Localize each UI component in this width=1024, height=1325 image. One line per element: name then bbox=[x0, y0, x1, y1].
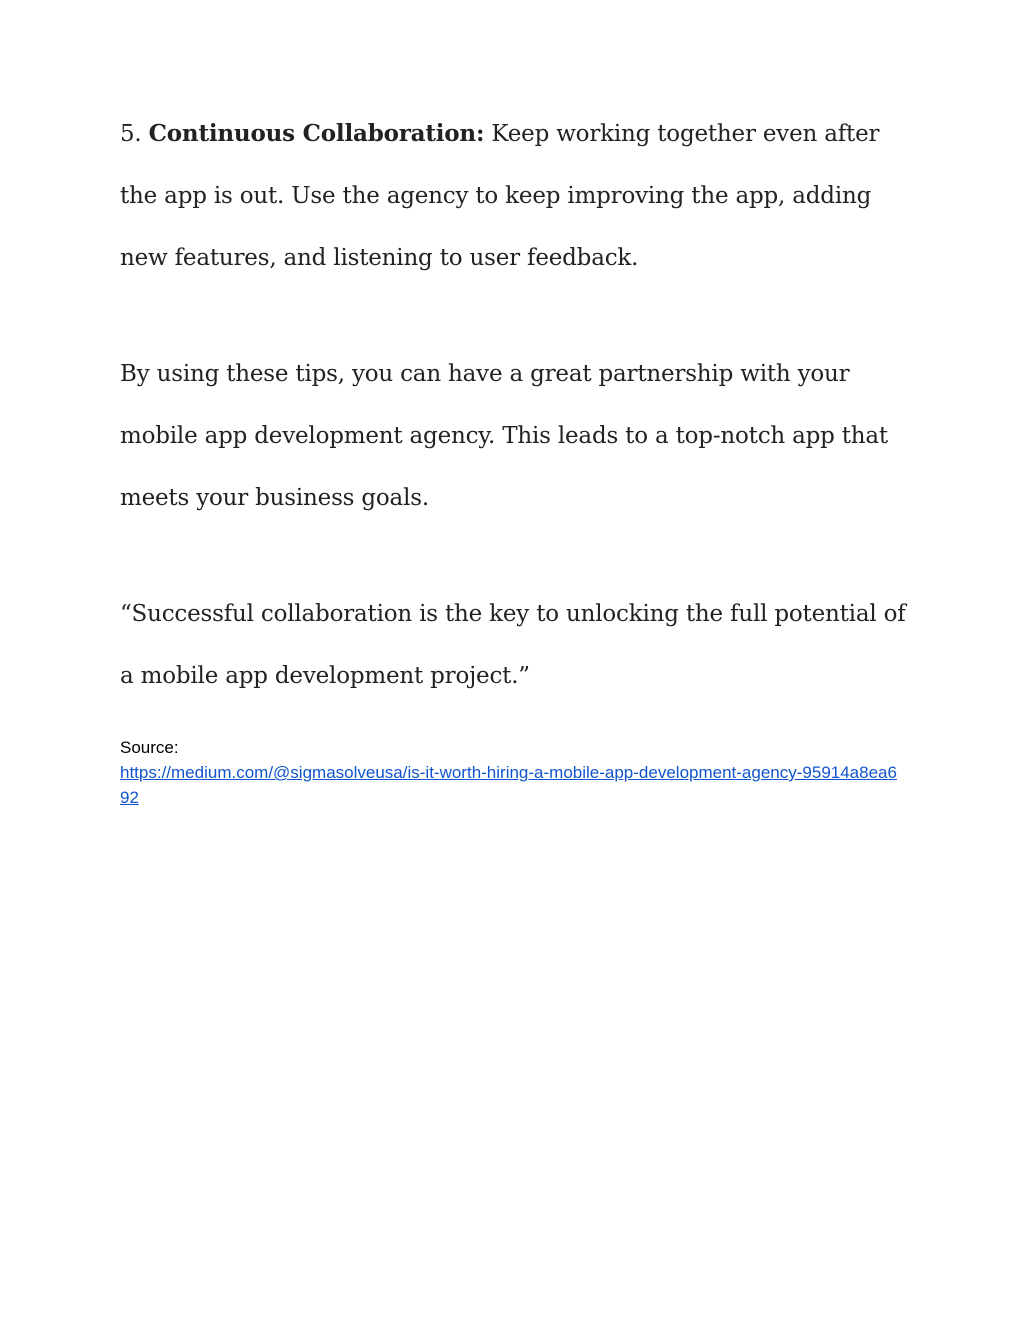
source-label: Source: bbox=[120, 738, 179, 757]
list-item-heading: Continuous Collaboration: bbox=[148, 120, 485, 147]
paragraph-spacer bbox=[120, 529, 910, 583]
paragraph-spacer bbox=[120, 289, 910, 343]
list-item-number: 5. bbox=[120, 121, 142, 147]
list-item-text: Keep working together even after the app is out. Use the agency to keep improving the app, adding new features, and listening to user feedback. bbox=[120, 121, 880, 271]
quote-paragraph: “Successful collaboration is the key to unlocking the full potential of a mobile app development project.” bbox=[120, 601, 906, 689]
source-block bbox=[120, 735, 910, 810]
source-link[interactable]: https://medium.com/@sigmasolveusa/is-it-worth-hiring-a-mobile-app-development-agency-95914a8ea692 bbox=[120, 763, 897, 807]
document-content bbox=[120, 103, 910, 810]
list-item-continuous-collaboration bbox=[120, 103, 910, 289]
summary-paragraph: By using these tips, you can have a great partnership with your mobile app development agency. This leads to a top-notch app that meets your business goals. bbox=[120, 361, 888, 511]
